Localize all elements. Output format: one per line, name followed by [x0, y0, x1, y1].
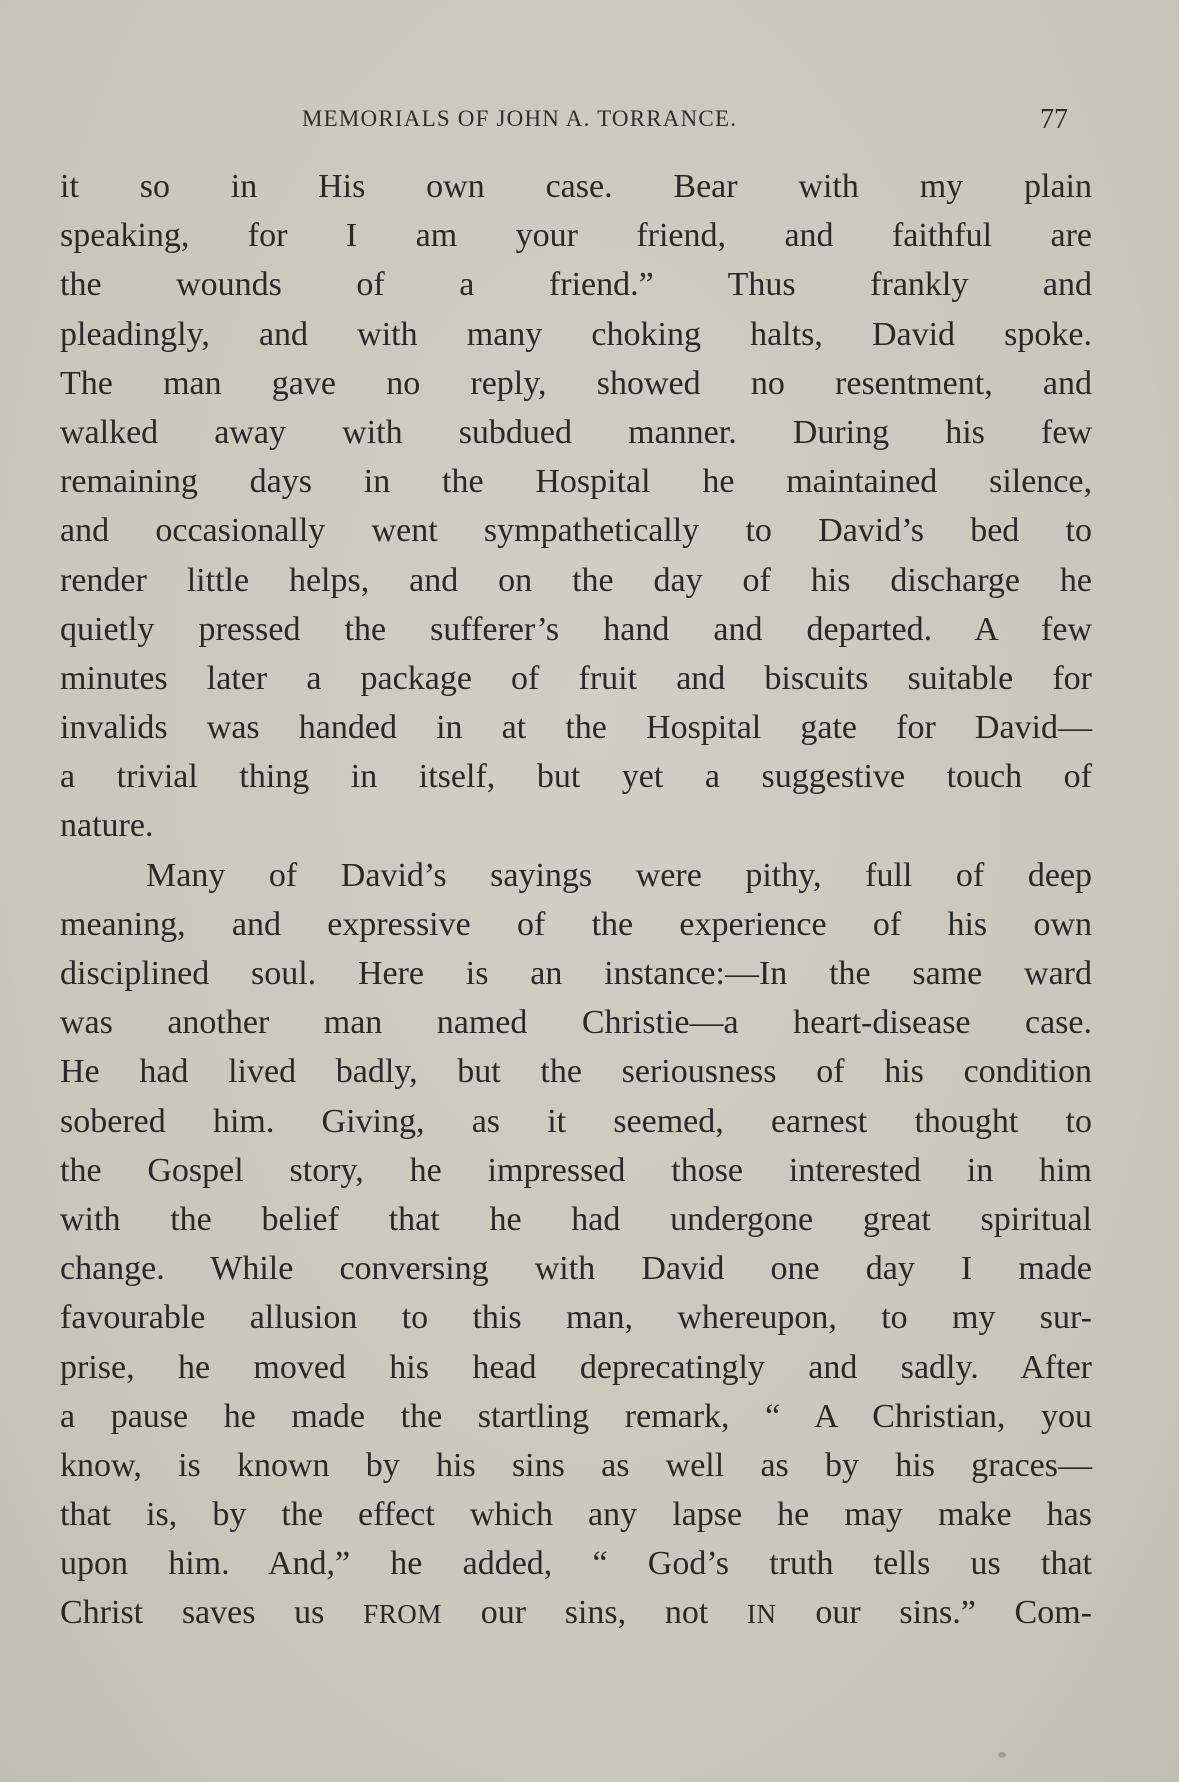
text-line: speaking, for I am your friend, and faithful are [60, 217, 1092, 255]
text-line: meaning, and expressive of the experience of his own [60, 905, 1092, 943]
text-fragment: our sins.” Com- [776, 1594, 1092, 1632]
text-line: minutes later a package of fruit and biscuits suitable for [60, 659, 1092, 697]
text-fragment: our sins, not [442, 1594, 747, 1632]
text-line: walked away with subdued manner. During his few [60, 413, 1092, 451]
text-line-final [60, 1588, 1092, 1637]
text-line: the wounds of a friend.” Thus frankly and [60, 266, 1092, 304]
text-line: The man gave no reply, showed no resentment, and [60, 364, 1092, 402]
text-line: favourable allusion to this man, whereupon, to my sur- [60, 1299, 1092, 1337]
text-line: He had lived badly, but the seriousness of his condition [60, 1053, 1092, 1091]
text-line: the Gospel story, he impressed those interested in him [60, 1151, 1092, 1189]
text-line: upon him. And,” he added, “ God’s truth tells us that [60, 1545, 1092, 1583]
small-caps-from: FROM [363, 1599, 443, 1630]
text-line: sobered him. Giving, as it seemed, earnest thought to [60, 1102, 1092, 1140]
text-line: render little helps, and on the day of his discharge he [60, 561, 1092, 599]
page-number: 77 [1040, 104, 1068, 135]
text-line: a trivial thing in itself, but yet a suggestive touch of [60, 758, 1092, 796]
text-line: remaining days in the Hospital he maintained silence, [60, 463, 1092, 501]
text-line: was another man named Christie—a heart-disease case. [60, 1004, 1092, 1042]
text-line: it so in His own case. Bear with my plain [60, 168, 1092, 205]
text-line: and occasionally went sympathetically to David’s bed to [60, 512, 1092, 550]
text-line: disciplined soul. Here is an instance:—In the same ward [60, 955, 1092, 992]
text-line: that is, by the effect which any lapse he may make has [60, 1496, 1092, 1534]
body-text [60, 162, 1092, 1638]
running-head [0, 106, 1179, 142]
text-line: quietly pressed the sufferer’s hand and departed. A few [60, 610, 1092, 648]
paper-speck [998, 1752, 1006, 1758]
text-line: with the belief that he had undergone great spiritual [60, 1200, 1092, 1238]
text-line: know, is known by his sins as well as by his graces— [60, 1446, 1092, 1484]
text-line: change. While conversing with David one day I made [60, 1250, 1092, 1288]
paragraph-first-line: Many of David’s sayings were pithy, full of deep [146, 856, 1092, 894]
text-line: prise, he moved his head deprecatingly and sadly. After [60, 1348, 1092, 1386]
text-fragment: Christ saves us [60, 1594, 364, 1632]
small-caps-in: IN [746, 1599, 777, 1630]
paragraph-end-line: nature. [60, 807, 154, 845]
running-title: MEMORIALS OF JOHN A. TORRANCE. [302, 106, 738, 131]
text-line: invalids was handed in at the Hospital gate for David— [60, 709, 1092, 747]
text-line: pleadingly, and with many choking halts, David spoke. [60, 315, 1092, 353]
text-line: a pause he made the startling remark, “ A Christian, you [60, 1397, 1092, 1435]
